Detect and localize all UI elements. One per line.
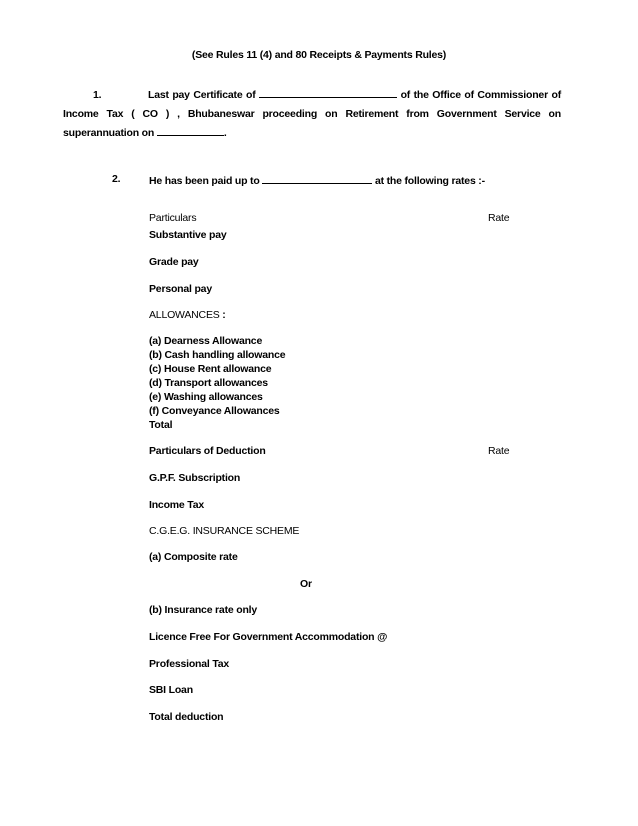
particulars-label: Particulars — [149, 212, 197, 224]
allowances-total: Total — [149, 419, 173, 431]
allowance-item-transport: (d) Transport allowances — [149, 377, 268, 389]
superannuation-date-blank[interactable] — [157, 125, 224, 136]
rate-label: Rate — [488, 212, 510, 224]
or-label: Or — [300, 578, 312, 590]
allowances-list — [149, 334, 285, 432]
insurance-rate-only: (b) Insurance rate only — [149, 604, 258, 616]
deduction-particulars-label: Particulars of Deduction — [149, 445, 266, 457]
item-2-number: 2. — [112, 173, 121, 185]
personal-pay: Personal pay — [149, 283, 212, 295]
gpf-subscription: G.P.F. Subscription — [149, 472, 241, 484]
substantive-pay: Substantive pay — [149, 229, 227, 241]
professional-tax: Professional Tax — [149, 658, 230, 670]
allowance-item-washing: (e) Washing allowances — [149, 391, 263, 403]
item-1-paragraph — [63, 86, 561, 143]
income-tax: Income Tax — [149, 499, 204, 511]
item-2-text-a: He has been paid up to — [149, 175, 260, 187]
item-1-text-a: Last pay Certificate of — [148, 89, 256, 101]
paid-up-to-blank[interactable] — [262, 173, 372, 184]
total-deduction: Total deduction — [149, 711, 224, 723]
allowances-label: ALLOWANCES — [149, 309, 220, 321]
item-1-text-b: of the Office of Commissioner of Income Tax ( CO ) , Bhubaneswar proceeding on Retirement from Government Service on superannuation on — [63, 89, 561, 139]
item-1-end: . — [223, 127, 227, 139]
deduction-rate-label: Rate — [488, 445, 510, 457]
cgeg-insurance-scheme: C.G.E.G. INSURANCE SCHEME — [149, 525, 300, 537]
grade-pay: Grade pay — [149, 256, 199, 268]
allowance-item-dearness: (a) Dearness Allowance — [149, 335, 263, 347]
form-heading: (See Rules 11 (4) and 80 Receipts & Payments Rules) — [191, 49, 447, 61]
composite-rate: (a) Composite rate — [149, 551, 238, 563]
allowances-colon: : — [222, 309, 226, 321]
allowance-item-house-rent: (c) House Rent allowance — [149, 363, 272, 375]
last-pay-certificate-blank[interactable] — [259, 87, 397, 98]
allowance-item-conveyance: (f) Conveyance Allowances — [149, 405, 280, 417]
sbi-loan: SBI Loan — [149, 684, 193, 696]
allowances-heading — [149, 309, 226, 321]
allowance-item-cash-handling: (b) Cash handling allowance — [149, 349, 286, 361]
item-1-number: 1. — [93, 89, 102, 101]
item-2-text-b: at the following rates :- — [374, 175, 485, 187]
licence-fee-accommodation: Licence Free For Government Accommodation @ — [149, 631, 388, 643]
item-2-line — [149, 173, 485, 187]
